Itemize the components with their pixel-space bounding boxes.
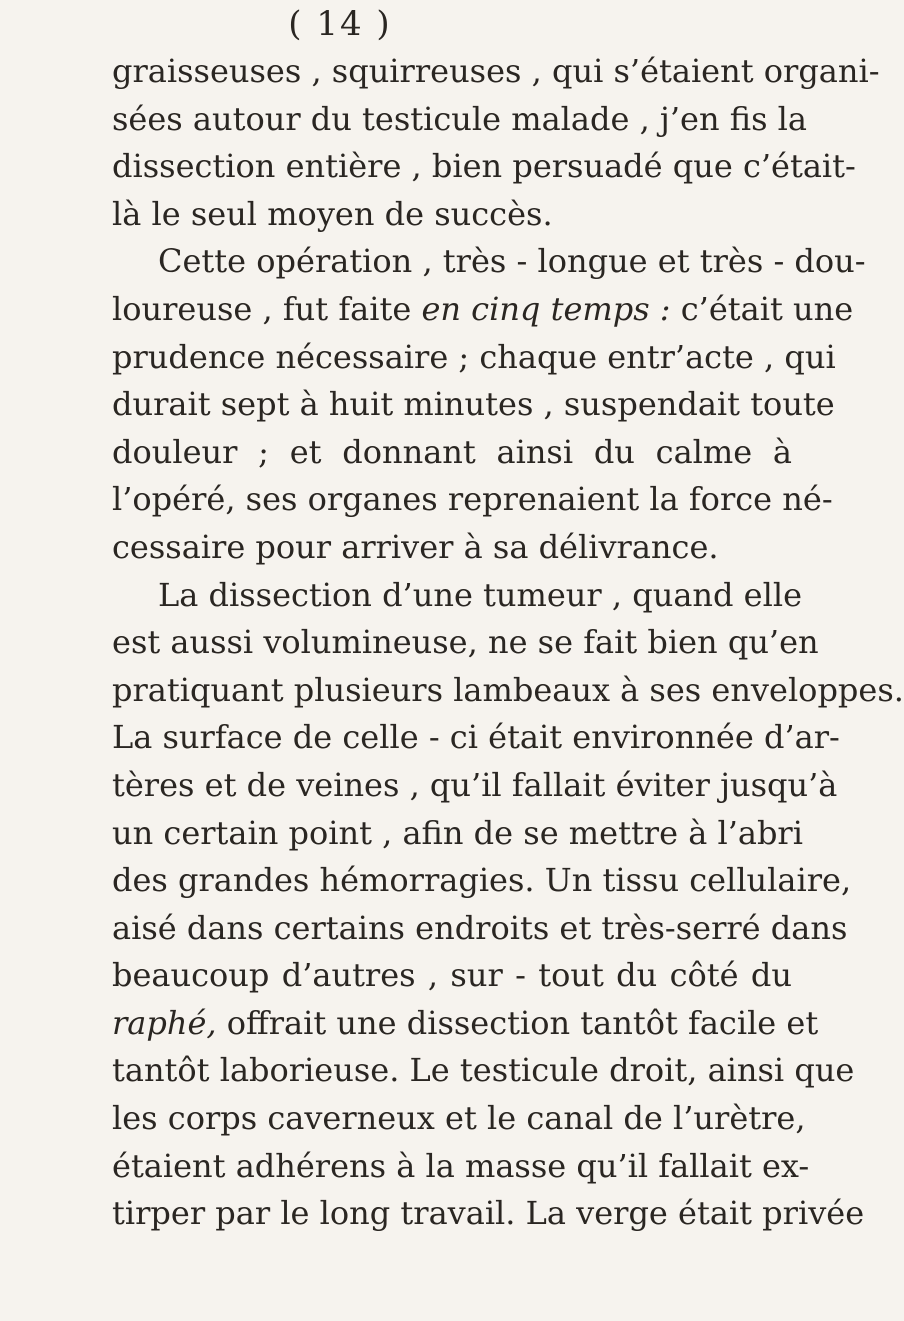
text-line: l’opéré, ses organes reprenaient la force né-	[112, 480, 833, 519]
text-line: prudence nécessaire ; chaque entr’acte , qui	[112, 337, 836, 376]
text-line: là le seul moyen de succès.	[112, 194, 553, 233]
text-line: dissection entière , bien persuadé que c’était-	[112, 147, 856, 186]
text-line: étaient adhérens à la masse qu’il fallait ex-	[112, 1146, 810, 1185]
text-line: sées autour du testicule malade , j’en fis la	[112, 99, 807, 138]
text-line-mixed	[112, 286, 854, 334]
text-span: loureuse , fut faite	[112, 289, 412, 328]
text-line: un certain point , afin de se mettre à l’abri	[112, 813, 803, 852]
text-line: pratiquant plusieurs lambeaux à ses enveloppes.	[112, 670, 904, 709]
text-line: aisé dans certains endroits et très-serré dans	[112, 908, 848, 947]
text-span: offrait une dissection tantôt facile et	[226, 1003, 819, 1042]
text-body	[112, 48, 904, 1238]
text-line: beaucoup d’autres , sur - tout du côté du	[112, 956, 792, 995]
text-line: tères et de veines , qu’il fallait éviter jusqu’à	[112, 765, 838, 804]
text-line: Cette opération , très - longue et très - dou-	[158, 242, 866, 281]
text-line: des grandes hémorragies. Un tissu cellulaire,	[112, 861, 852, 900]
text-line: La dissection d’une tumeur , quand elle	[158, 575, 802, 614]
text-span: c’était une	[680, 289, 854, 328]
text-line: tantôt laborieuse. Le testicule droit, ainsi que	[112, 1051, 855, 1090]
text-line: douleur ; et donnant ainsi du calme à	[112, 432, 792, 471]
italic-text: raphé,	[112, 1003, 217, 1042]
page-number: ( 14 )	[288, 4, 392, 44]
text-line: graisseuses , squirreuses , qui s’étaient organi-	[112, 52, 880, 90]
text-line: La surface de celle - ci était environnée d’ar-	[112, 718, 840, 757]
text-line: durait sept à huit minutes , suspendait toute	[112, 385, 835, 424]
text-line-mixed	[112, 1000, 819, 1048]
text-line: les corps caverneux et le canal de l’urètre,	[112, 1099, 806, 1138]
text-line: cessaire pour arriver à sa délivrance.	[112, 527, 719, 566]
text-line: tirper par le long travail. La verge était privée	[112, 1194, 865, 1233]
text-line: est aussi volumineuse, ne se fait bien qu’en	[112, 623, 819, 662]
italic-text: en cinq temps :	[421, 289, 671, 328]
